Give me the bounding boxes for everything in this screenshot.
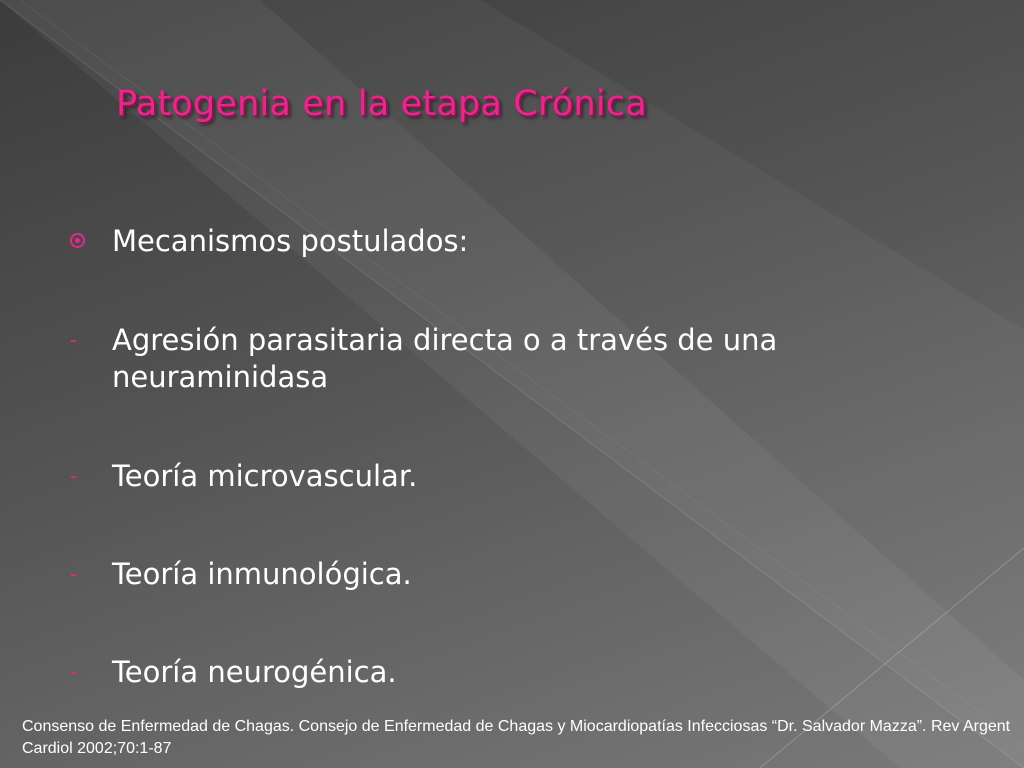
bullet-item bbox=[70, 654, 902, 691]
radio-bullet-icon bbox=[70, 233, 85, 248]
dash-marker: - bbox=[70, 464, 78, 488]
bullet-text: Mecanismos postulados: bbox=[112, 224, 469, 258]
bullet-item bbox=[70, 322, 902, 396]
bullet-text: Teoría neurogénica. bbox=[112, 655, 397, 689]
bullet-text: Teoría microvascular. bbox=[112, 459, 418, 493]
bullet-text: Teoría inmunológica. bbox=[112, 557, 412, 591]
dash-marker: - bbox=[70, 562, 78, 586]
bullet-item bbox=[70, 458, 902, 495]
bullet-text: Agresión parasitaria directa o a través de una neuraminidasa bbox=[112, 323, 778, 394]
bullet-item bbox=[112, 223, 902, 260]
slide-title: Patogenia en la etapa Crónica bbox=[116, 84, 647, 124]
dash-marker: - bbox=[70, 660, 78, 684]
bullet-item bbox=[70, 556, 902, 593]
dash-marker: - bbox=[70, 328, 78, 352]
reference-citation: Consenso de Enfermedad de Chagas. Consejo de Enfermedad de Chagas y Miocardiopatías Infecciosas “Dr. Salvador Mazza”. Rev Argent Cardiol 2002;70:1-87 bbox=[22, 718, 1011, 757]
